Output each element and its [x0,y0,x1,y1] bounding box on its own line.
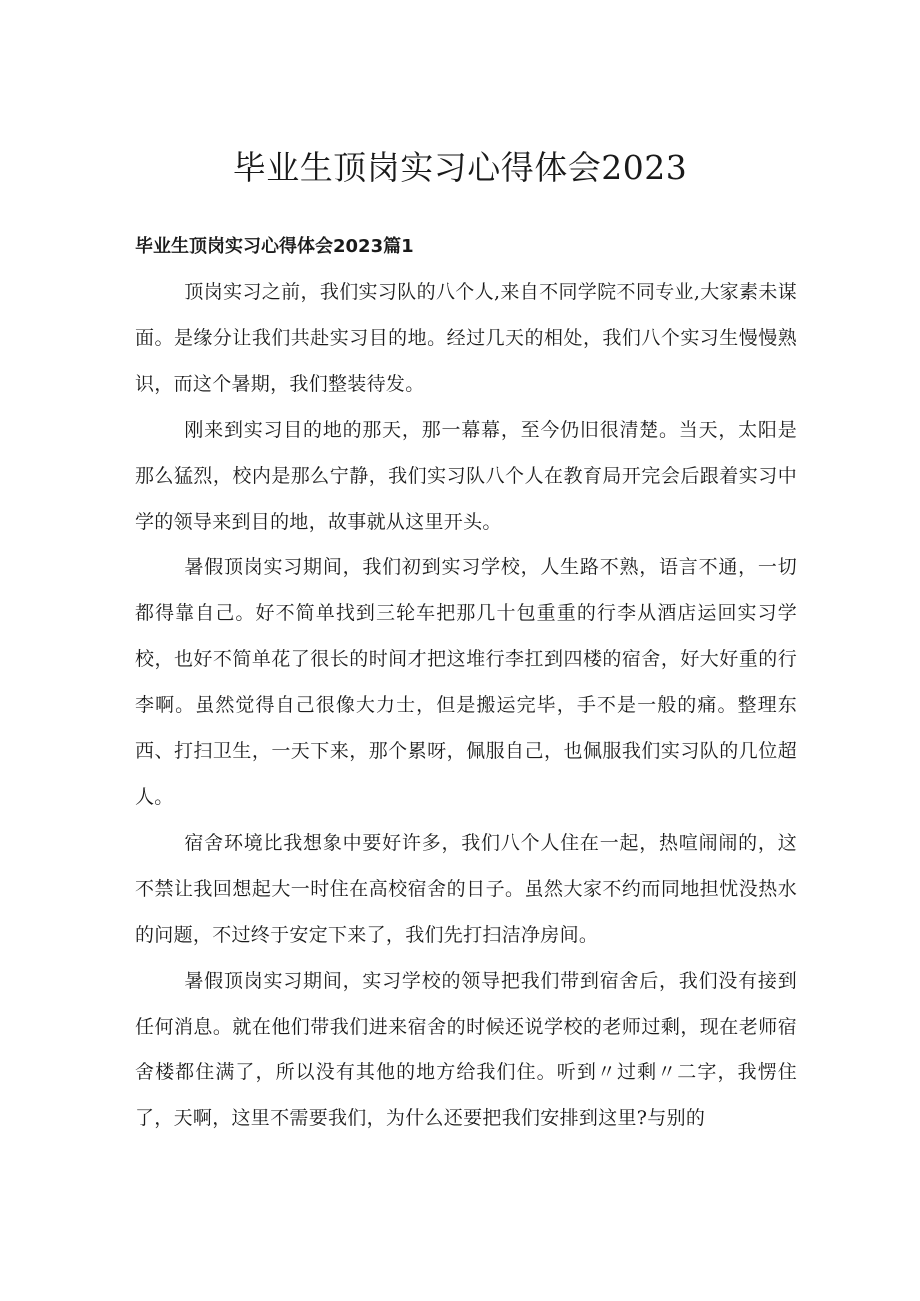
paragraph: 顶岗实习之前，我们实习队的八个人,来自不同学院不同专业,大家素未谋面。是缘分让我们共赴实习目的地。经过几天的相处，我们八个实习生慢慢熟识，而这个暑期，我们整装待发。 [135,281,797,395]
section-heading: 毕业生顶岗实习心得体会2023篇1 [135,236,414,257]
paragraph: 宿舍环境比我想象中要好许多，我们八个人住在一起，热喧闹闹的，这不禁让我回想起大一时住在高校宿舍的日子。虽然大家不约而同地担忧没热水的问题，不过终于安定下来了，我们先打扫洁净房间。 [135,831,797,946]
paragraph: 刚来到实习目的地的那天，那一幕幕，至今仍旧很清楚。当天，太阳是那么猛烈，校内是那么宁静，我们实习队八个人在教育局开完会后跟着实习中学的领导来到目的地，故事就从这里开头。 [135,418,797,533]
paragraph: 暑假顶岗实习期间，我们初到实习学校，人生路不熟，语言不通，一切都得靠自己。好不简单找到三轮车把那几十包重重的行李从酒店运回实习学校，也好不简单花了很长的时间才把这堆行李扛到四楼的宿舍，好大好重的行李啊。虽然觉得自己很像大力士，但是搬运完毕，手不是一般的痛。整理东西、打扫卫生，一天下来，那个累呀，佩服自己，也佩服我们实习队的几位超人。 [135,556,797,808]
document-title: 毕业生顶岗实习心得体会2023 [232,148,688,187]
document-body [135,270,797,1142]
paragraph: 暑假顶岗实习期间，实习学校的领导把我们带到宿舍后，我们没有接到任何消息。就在他们带我们进来宿舍的时候还说学校的老师过剩，现在老师宿舍楼都住满了，所以没有其他的地方给我们住。听到〃过剩〃二字，我愣住了，天啊，这里不需要我们，为什么还要把我们安排到这里?与别的 [135,969,797,1130]
